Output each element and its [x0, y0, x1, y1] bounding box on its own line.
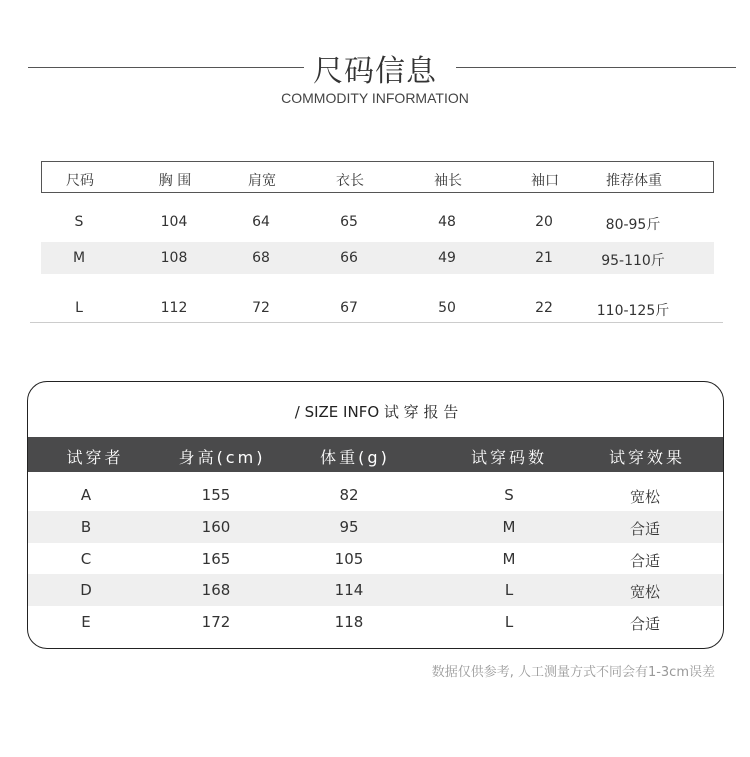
- size-table-header: [41, 161, 714, 193]
- table-cell: 72: [252, 300, 270, 316]
- table-cell: S: [74, 214, 84, 230]
- header-cell: 试穿者: [66, 448, 124, 467]
- page-title: 尺码信息: [313, 54, 437, 89]
- table-cell: 68: [252, 250, 270, 266]
- table-cell: 108: [160, 250, 188, 266]
- table-cell: 宽松: [629, 488, 661, 506]
- header-cell: 试穿码数: [470, 448, 548, 467]
- table-cell: 80-95斤: [605, 217, 661, 233]
- table-cell: S: [504, 486, 514, 504]
- table-cell: 合适: [629, 520, 661, 538]
- table-cell: 48: [438, 214, 456, 230]
- table-row: [28, 543, 724, 575]
- table-cell: 165: [201, 550, 231, 568]
- table-cell: 宽松: [629, 583, 661, 601]
- table-row: [41, 292, 714, 324]
- table-cell: 172: [201, 613, 231, 631]
- header-cell: 胸 围: [158, 173, 192, 189]
- header-cell: 衣长: [336, 173, 364, 189]
- header-cell: 袖长: [434, 173, 462, 189]
- table-cell: 160: [201, 518, 231, 536]
- header-cell: 袖口: [531, 173, 559, 189]
- header-cell: 试穿效果: [608, 448, 686, 467]
- table-cell: 110-125斤: [596, 303, 670, 319]
- table-cell: 82: [339, 486, 359, 504]
- header-cell: 身高(cm): [178, 448, 266, 467]
- table-cell: 49: [438, 250, 456, 266]
- report-title: / SIZE INFO 试 穿 报 告: [294, 403, 459, 421]
- table-row: [28, 574, 724, 606]
- table-cell: L: [504, 613, 514, 631]
- table-cell: L: [504, 581, 514, 599]
- table-cell: 66: [340, 250, 358, 266]
- size-info-report: [27, 381, 724, 649]
- table-cell: M: [502, 550, 516, 568]
- table-cell: 50: [438, 300, 456, 316]
- size-table-bottom-rule: [30, 322, 723, 323]
- table-cell: 112: [160, 300, 188, 316]
- table-cell: 104: [160, 214, 188, 230]
- table-row: [41, 206, 714, 238]
- table-cell: D: [80, 581, 92, 599]
- table-row: [28, 479, 724, 511]
- table-cell: C: [80, 550, 92, 568]
- table-cell: A: [80, 486, 92, 504]
- table-cell: 20: [535, 214, 553, 230]
- table-cell: 105: [334, 550, 364, 568]
- header-cell: 推荐体重: [606, 173, 662, 189]
- table-row: [41, 242, 714, 274]
- table-row: [28, 511, 724, 543]
- report-table-header: [28, 437, 724, 472]
- table-cell: 22: [535, 300, 553, 316]
- table-row: [28, 606, 724, 638]
- table-cell: 114: [334, 581, 364, 599]
- table-cell: 65: [340, 214, 358, 230]
- table-cell: B: [80, 518, 92, 536]
- table-cell: L: [75, 300, 83, 316]
- table-cell: 合适: [629, 615, 661, 633]
- page-subtitle: COMMODITY INFORMATION: [281, 90, 469, 106]
- table-cell: 合适: [629, 552, 661, 570]
- table-cell: 155: [201, 486, 231, 504]
- table-cell: 21: [535, 250, 553, 266]
- table-cell: M: [72, 250, 86, 266]
- table-cell: 67: [340, 300, 358, 316]
- table-cell: M: [502, 518, 516, 536]
- header-cell: 体重(g): [320, 448, 390, 467]
- measurement-note: 数据仅供参考, 人工测量方式不同会有1-3cm误差: [431, 665, 715, 680]
- table-cell: 168: [201, 581, 231, 599]
- header-cell: 肩宽: [248, 173, 276, 189]
- header-cell: 尺码: [66, 173, 94, 189]
- table-cell: 64: [252, 214, 270, 230]
- table-cell: E: [81, 613, 91, 631]
- table-cell: 95: [339, 518, 359, 536]
- table-cell: 118: [334, 613, 364, 631]
- table-cell: 95-110斤: [601, 253, 665, 269]
